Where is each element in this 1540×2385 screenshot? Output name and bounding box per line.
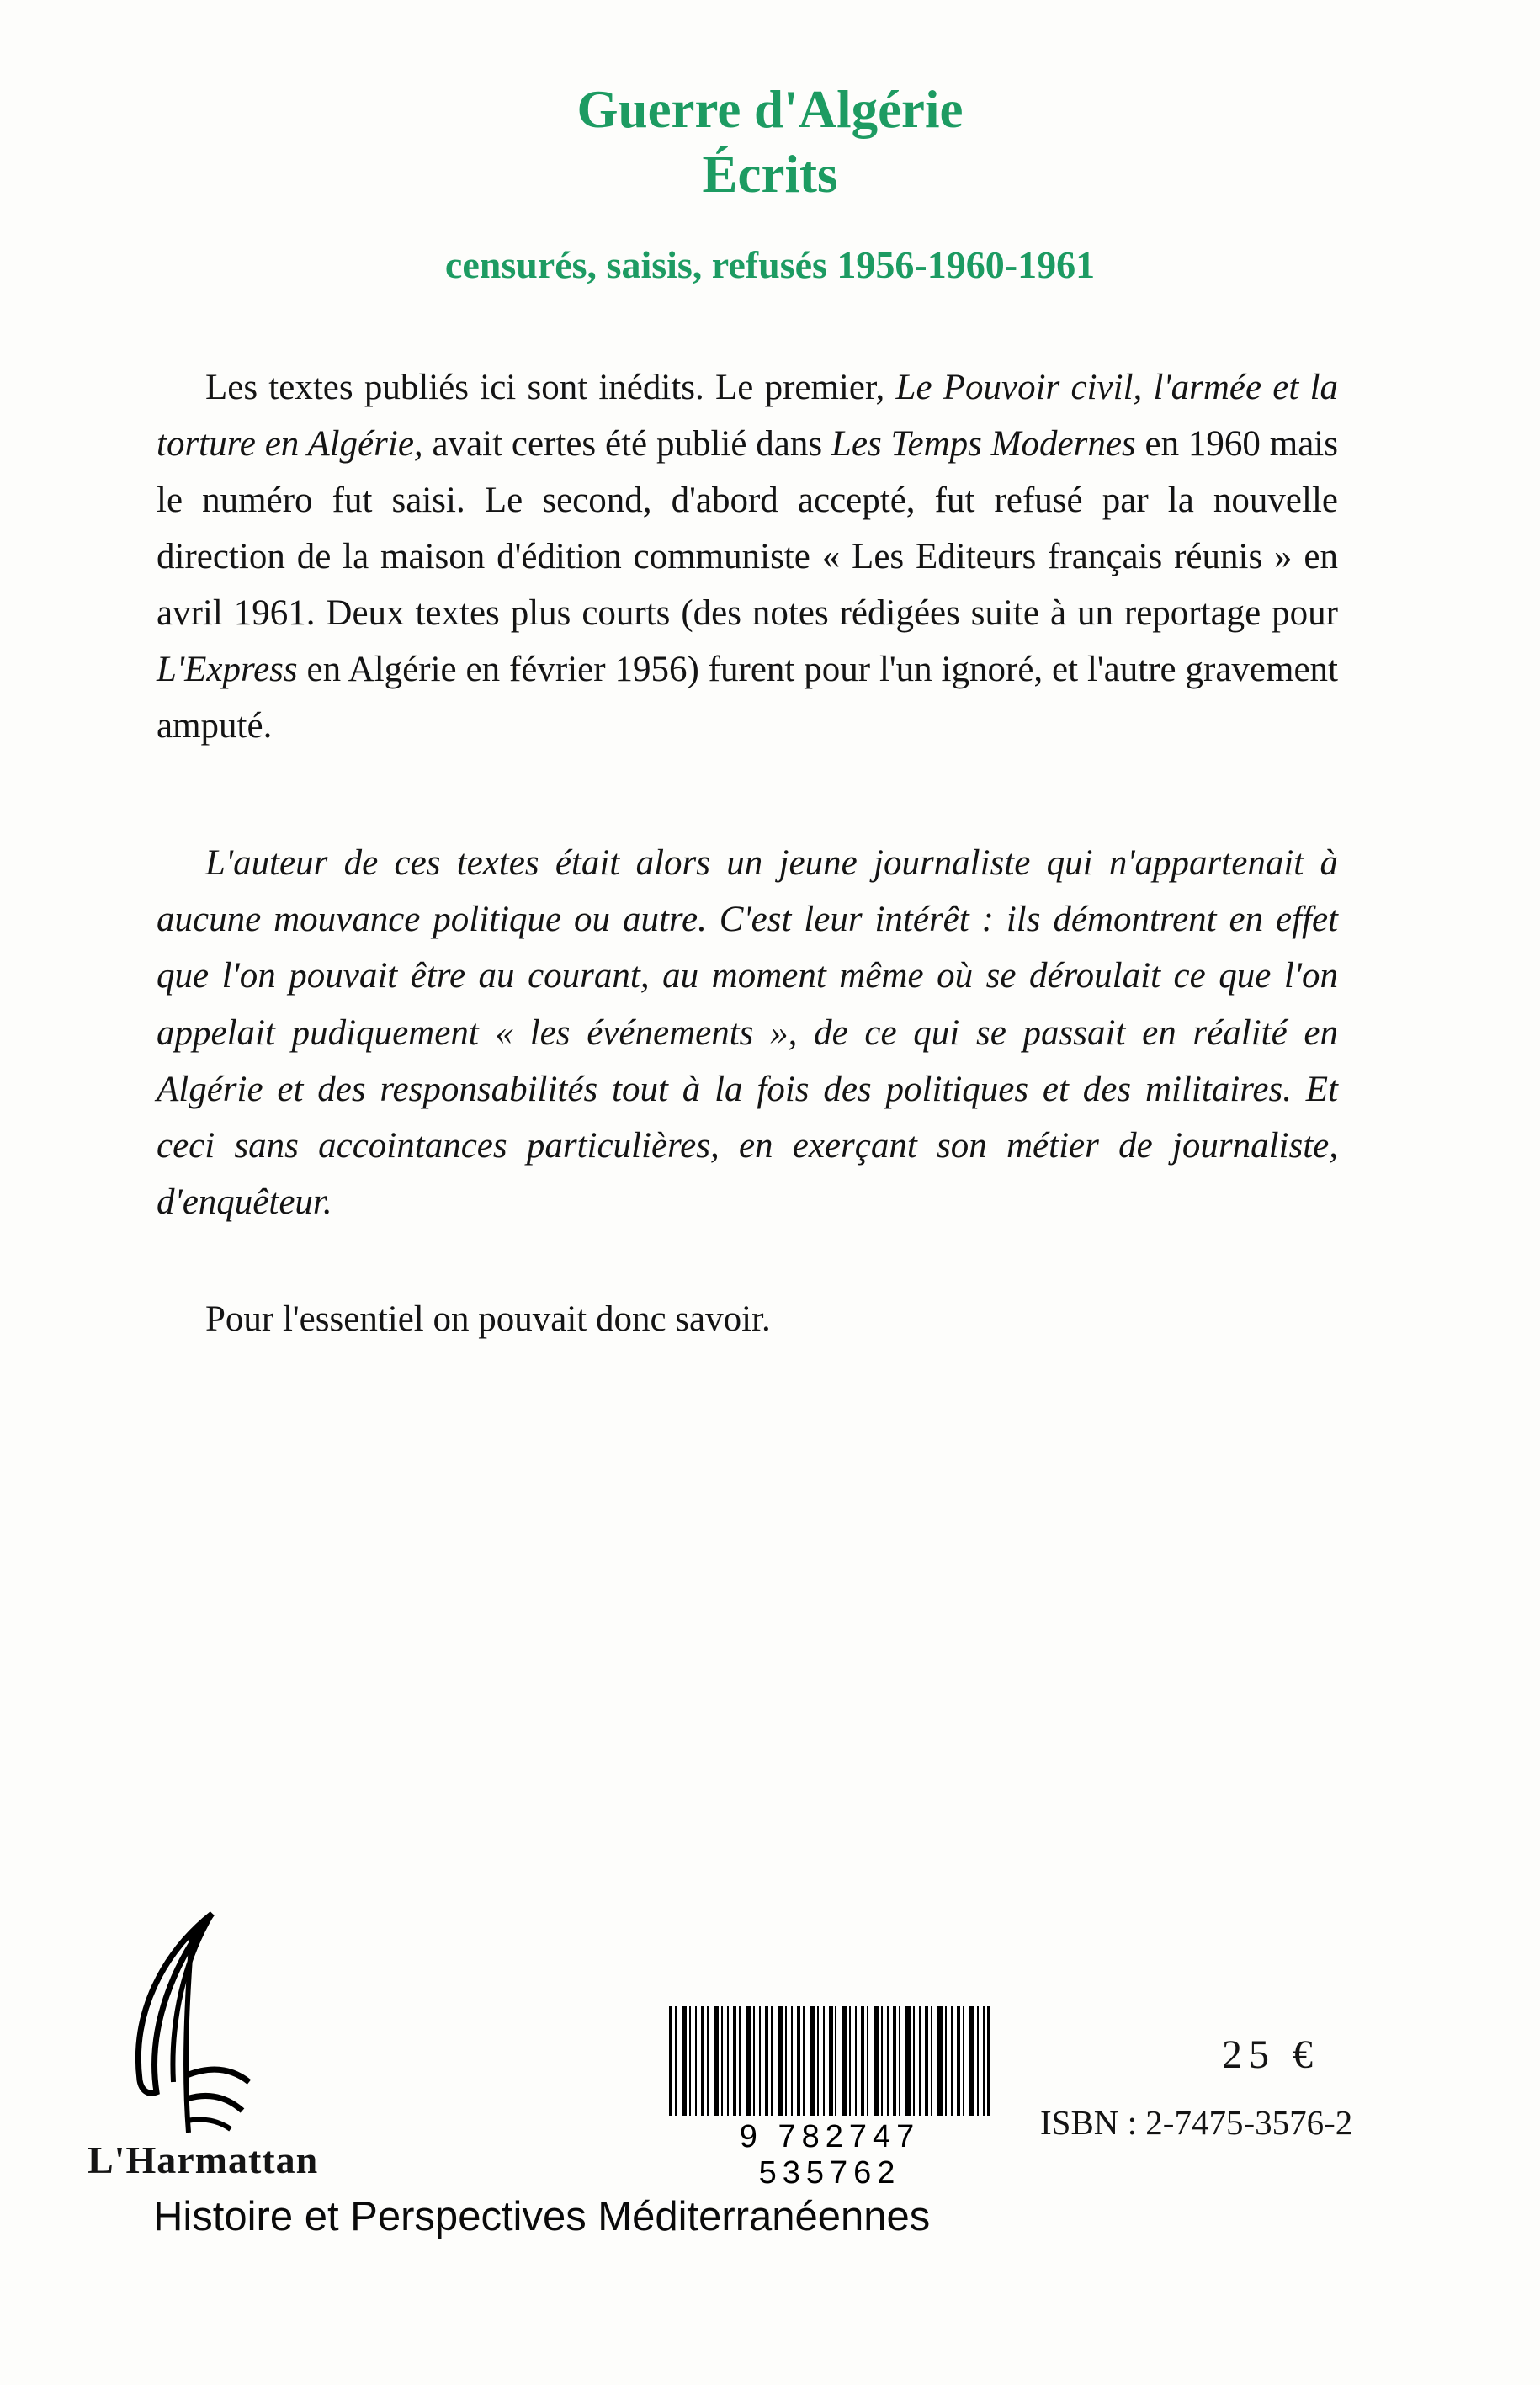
collection-series-name: Histoire et Perspectives Méditerranéennes — [153, 2194, 931, 2239]
barcode — [669, 2006, 990, 2191]
title-block — [0, 0, 1540, 287]
book-subtitle: censurés, saisis, refusés 1956-1960-1961 — [444, 242, 1096, 286]
back-cover-text — [157, 359, 1338, 1347]
barcode-bars-icon — [669, 2006, 990, 2116]
paragraph-editorial-history: Les textes publiés ici sont inédits. Le premier, Le Pouvoir civil, l'armée et la torture en Algérie, avait certes été publié dans Les Temps Modernes en 1960 mais le numéro fut saisi. Le second, d'abord accepté, fut refusé par la nouvelle direction de la maison d'édition communiste « Les Editeurs français réunis » en avril 1961. Deux textes plus courts (des notes rédigées suite à un reportage pour L'Express en Algérie en février 1956) furent pour l'un ignoré, et l'autre gravement amputé. — [157, 367, 1339, 746]
price-label: 25 € — [1222, 2032, 1320, 2077]
isbn-label: ISBN : 2-7475-3576-2 — [1040, 2103, 1353, 2142]
book-title-line1: Guerre d'Algérie — [576, 80, 964, 139]
paragraph-closing-line: Pour l'essentiel on pouvait donc savoir. — [205, 1299, 771, 1339]
paragraph-author-note: L'auteur de ces textes était alors un jeune journaliste qui n'appartenait à aucune mouvance politique ou autre. C'est leur intérêt : ils démontrent en effet que l'on pouvait être au courant, au moment même où se déroulait ce que l'on appelait pudiquement « les événements », de ce qui se passait en réalité en Algérie et des responsabilités tout à la fois des politiques et des militaires. Et ceci sans accointances particulières, en exerçant son métier de journaliste, d'enquêteur. — [157, 843, 1338, 1222]
harmattan-logo-icon — [93, 1909, 269, 2144]
barcode-digits: 9 782747 535762 — [669, 2116, 990, 2191]
book-title-line2: Écrits — [702, 144, 838, 204]
publisher-name: L'Harmattan — [88, 2138, 319, 2181]
